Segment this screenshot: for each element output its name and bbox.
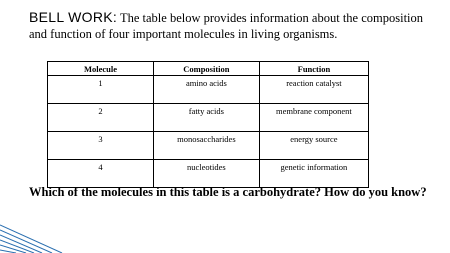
cell-function: membrane component xyxy=(259,104,368,132)
table-row xyxy=(48,76,369,104)
bell-work-label: BELL WORK: xyxy=(29,9,118,25)
bell-work-prompt xyxy=(29,9,429,42)
cell-molecule: 3 xyxy=(48,132,154,160)
table-row xyxy=(48,132,369,160)
cell-molecule: 4 xyxy=(48,160,154,188)
cell-molecule: 2 xyxy=(48,104,154,132)
cell-composition: fatty acids xyxy=(153,104,259,132)
cell-molecule: 1 xyxy=(48,76,154,104)
header-composition: Composition xyxy=(153,62,259,76)
decor-lines xyxy=(0,225,62,253)
slide-decoration xyxy=(0,203,120,253)
table-row xyxy=(48,104,369,132)
bell-work-text: The table below provides information about the composition and function of four important molecules in living organisms. xyxy=(29,11,424,41)
header-function: Function xyxy=(259,62,368,76)
cell-function: genetic information xyxy=(259,160,368,188)
cell-function: energy source xyxy=(259,132,368,160)
cell-composition: nucleotides xyxy=(153,160,259,188)
table-header-row xyxy=(48,62,369,76)
header-molecule: Molecule xyxy=(48,62,154,76)
cell-composition: monosaccharides xyxy=(153,132,259,160)
molecule-table xyxy=(47,61,369,188)
cell-function: reaction catalyst xyxy=(259,76,368,104)
cell-composition: amino acids xyxy=(153,76,259,104)
question-text: Which of the molecules in this table is a carbohydrate? How do you know? xyxy=(29,185,427,199)
